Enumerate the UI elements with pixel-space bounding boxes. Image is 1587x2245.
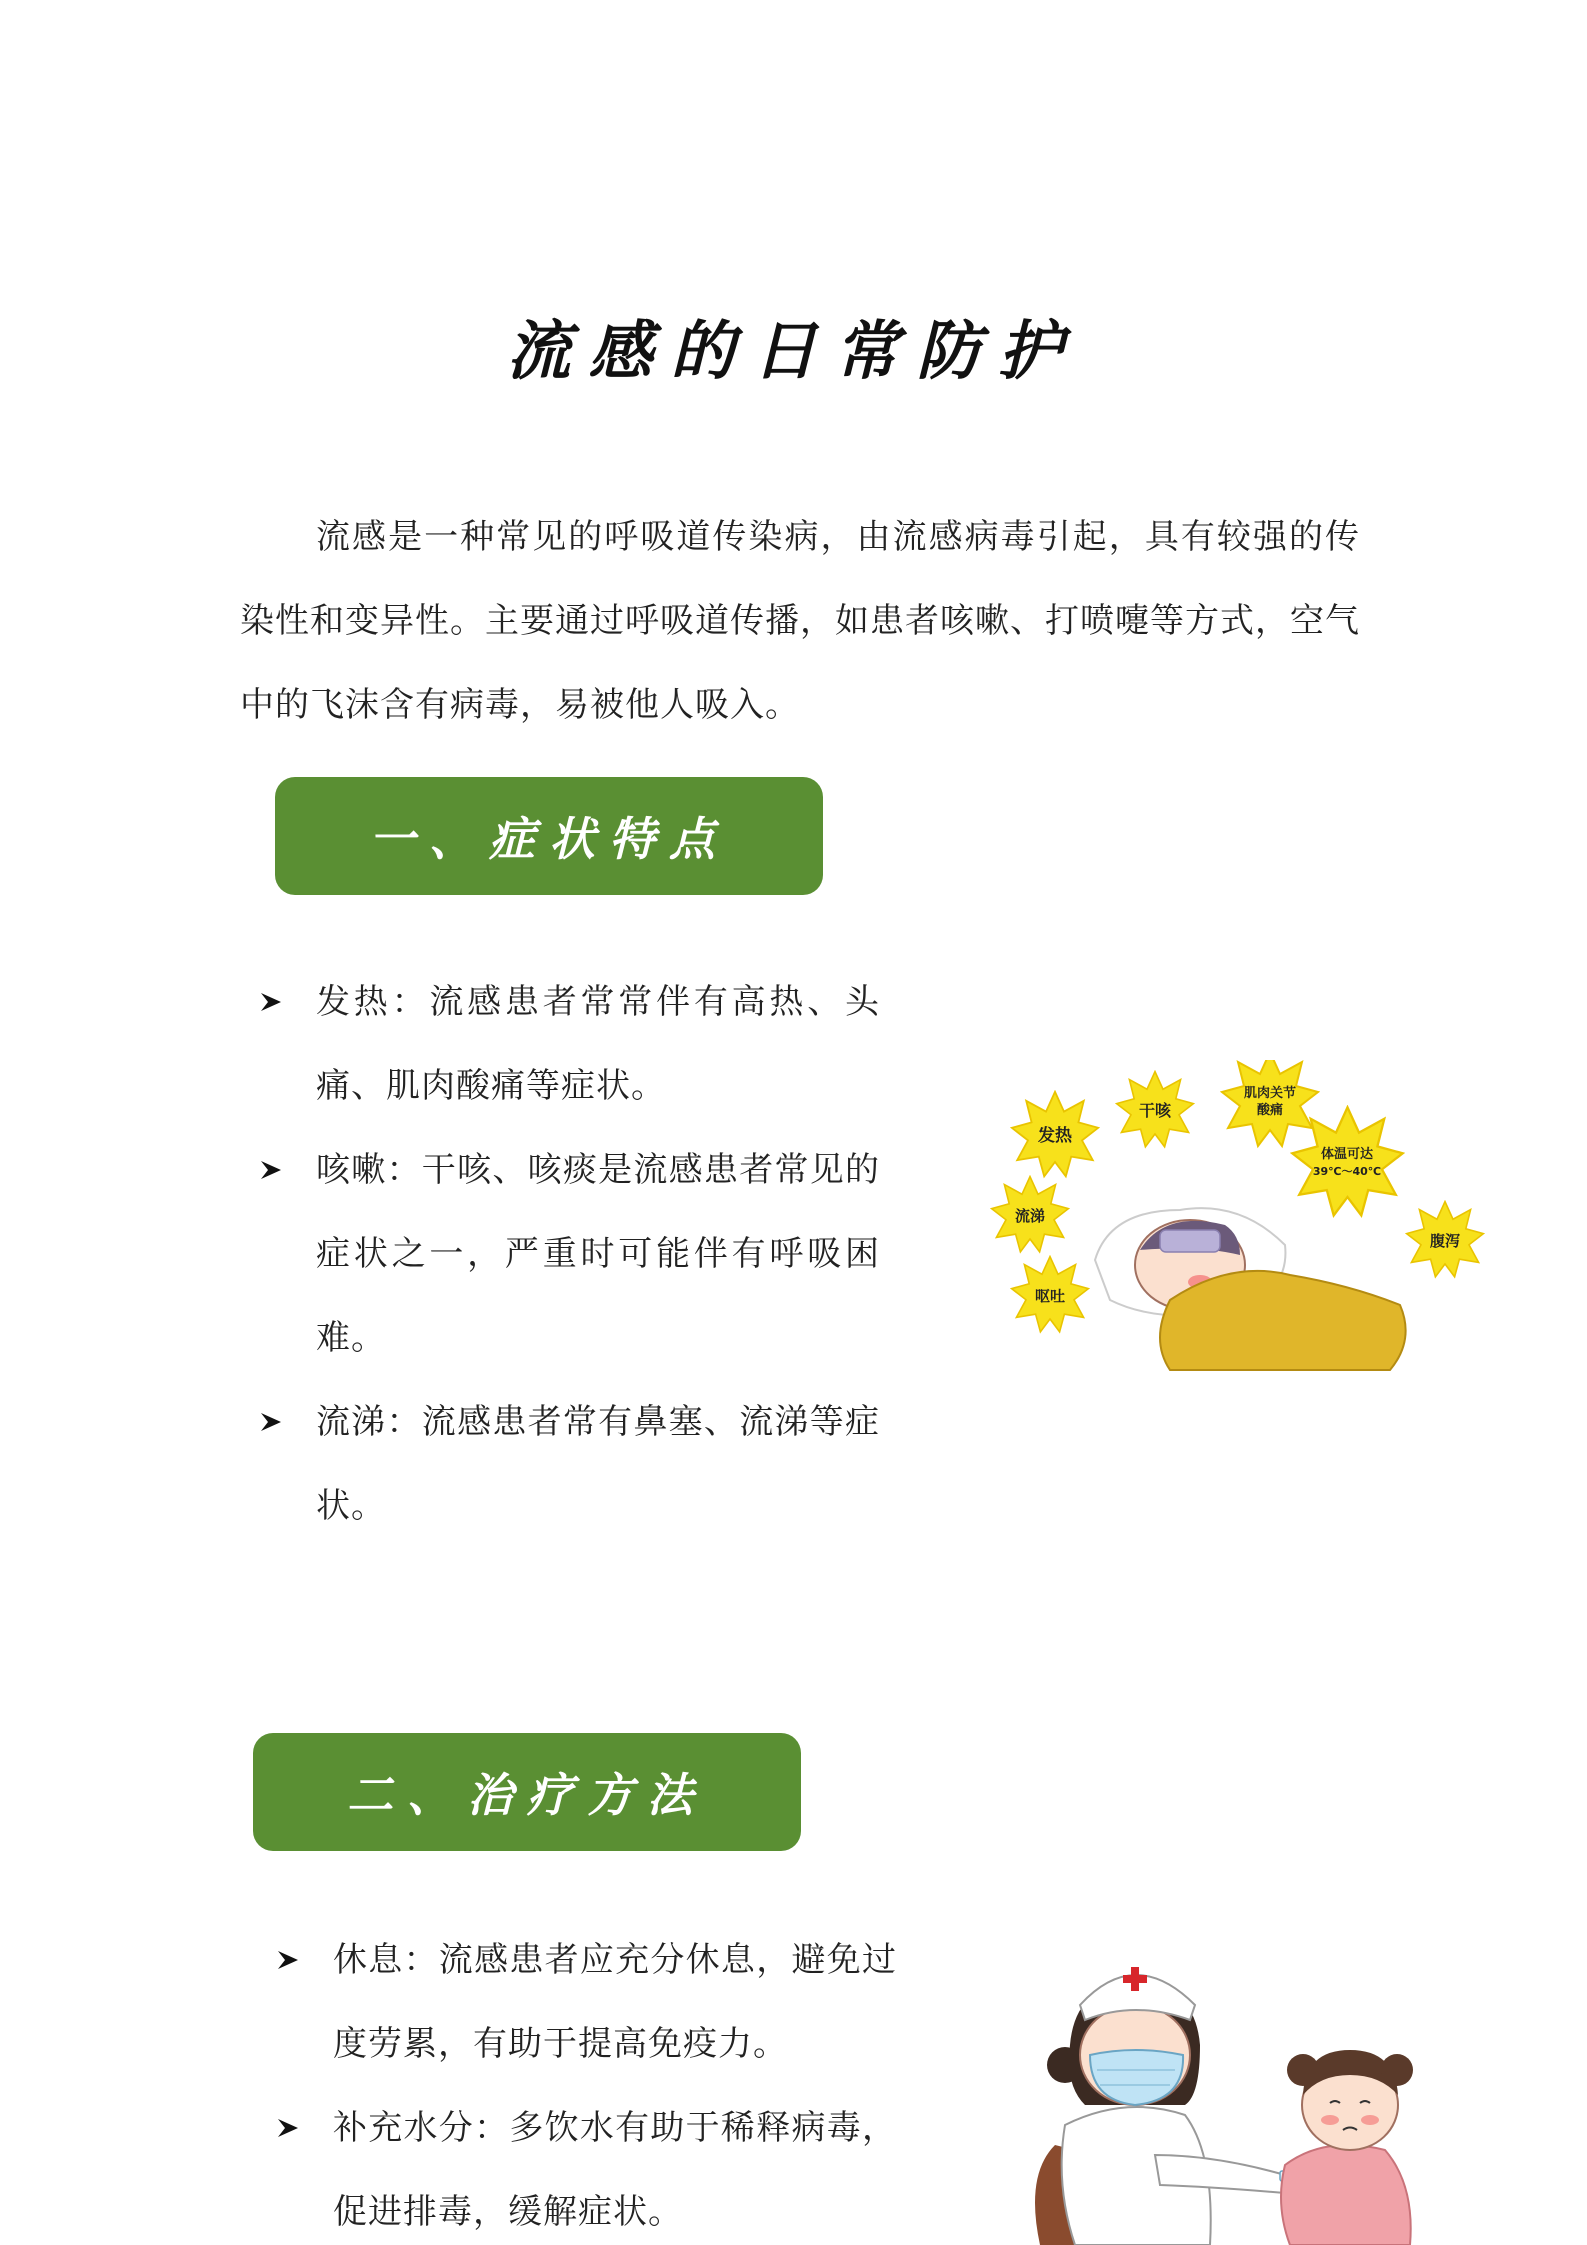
label-muscle-pain-line1: 肌肉关节 <box>1243 1086 1297 1101</box>
list-item-text: 补充水分：多饮水有助于稀释病毒，促进排毒，缓解症状。 <box>333 2108 897 2232</box>
label-burst-diarrhea <box>1407 1202 1484 1277</box>
label-burst-fever <box>1012 1092 1098 1177</box>
child-cheek-left <box>1321 2115 1339 2125</box>
list-item <box>260 960 880 1128</box>
nurse-vaccination-illustration <box>985 1925 1465 2245</box>
label-burst-dry-cough <box>1117 1072 1194 1147</box>
blanket <box>1160 1271 1406 1370</box>
label-diarrhea: 腹泻 <box>1429 1232 1461 1250</box>
sick-child-illustration <box>990 1060 1490 1380</box>
arrow-bullet-icon <box>260 1159 282 1181</box>
list-item-text: 休息：流感患者应充分休息，避免过度劳累，有助于提高免疫力。 <box>333 1940 897 2064</box>
list-item-text: 咳嗽：干咳、咳痰是流感患者常见的症状之一，严重时可能伴有呼吸困难。 <box>316 1150 880 1358</box>
symptoms-list <box>260 960 880 1548</box>
intro-paragraph: 流感是一种常见的呼吸道传染病，由流感病毒引起，具有较强的传染性和变异性。主要通过呼吸道传播，如患者咳嗽、打喷嚏等方式，空气中的飞沫含有病毒，易被他人吸入。 <box>240 517 1360 725</box>
label-temp-line2: 39℃～40℃ <box>1312 1165 1382 1178</box>
list-item <box>260 1128 880 1380</box>
label-muscle-pain-line2: 酸痛 <box>1256 1103 1284 1118</box>
cold-towel <box>1160 1230 1220 1252</box>
section-heading-treatment <box>253 1733 801 1851</box>
treatment-list <box>277 1918 897 2245</box>
list-item-text: 发热：流感患者常常伴有高热、头痛、肌肉酸痛等症状。 <box>316 982 880 1106</box>
label-temp-line1: 体温可达 <box>1320 1147 1374 1162</box>
arrow-bullet-icon <box>277 1949 299 1971</box>
label-runny-nose: 流涕 <box>1014 1207 1046 1225</box>
section-heading-text: 一、症状特点 <box>369 812 729 866</box>
arrow-bullet-icon <box>260 1411 282 1433</box>
arrow-bullet-icon <box>277 2117 299 2139</box>
label-vomit: 呕吐 <box>1034 1287 1066 1305</box>
document-title: 流感的日常防护 <box>506 314 1081 389</box>
list-item <box>277 1918 897 2086</box>
child-hair-bun-left <box>1287 2054 1319 2086</box>
child-shirt <box>1281 2145 1411 2245</box>
arrow-bullet-icon <box>260 991 282 1013</box>
list-item-text: 流涕：流感患者常有鼻塞、流涕等症状。 <box>316 1402 880 1526</box>
section-heading-symptoms <box>275 777 823 895</box>
label-dry-cough: 干咳 <box>1138 1101 1172 1120</box>
child-hair-bun-right <box>1381 2054 1413 2086</box>
section-heading-text: 二、治疗方法 <box>347 1768 707 1822</box>
list-item <box>277 2086 897 2245</box>
label-burst-muscle-pain <box>1222 1060 1318 1146</box>
label-fever: 发热 <box>1038 1126 1072 1146</box>
label-burst-vomit <box>1012 1257 1089 1332</box>
nurse-hair-bun <box>1047 2047 1083 2083</box>
list-item <box>260 1380 880 1548</box>
child-cheek-right <box>1361 2115 1379 2125</box>
label-burst-runny-nose <box>992 1177 1069 1252</box>
